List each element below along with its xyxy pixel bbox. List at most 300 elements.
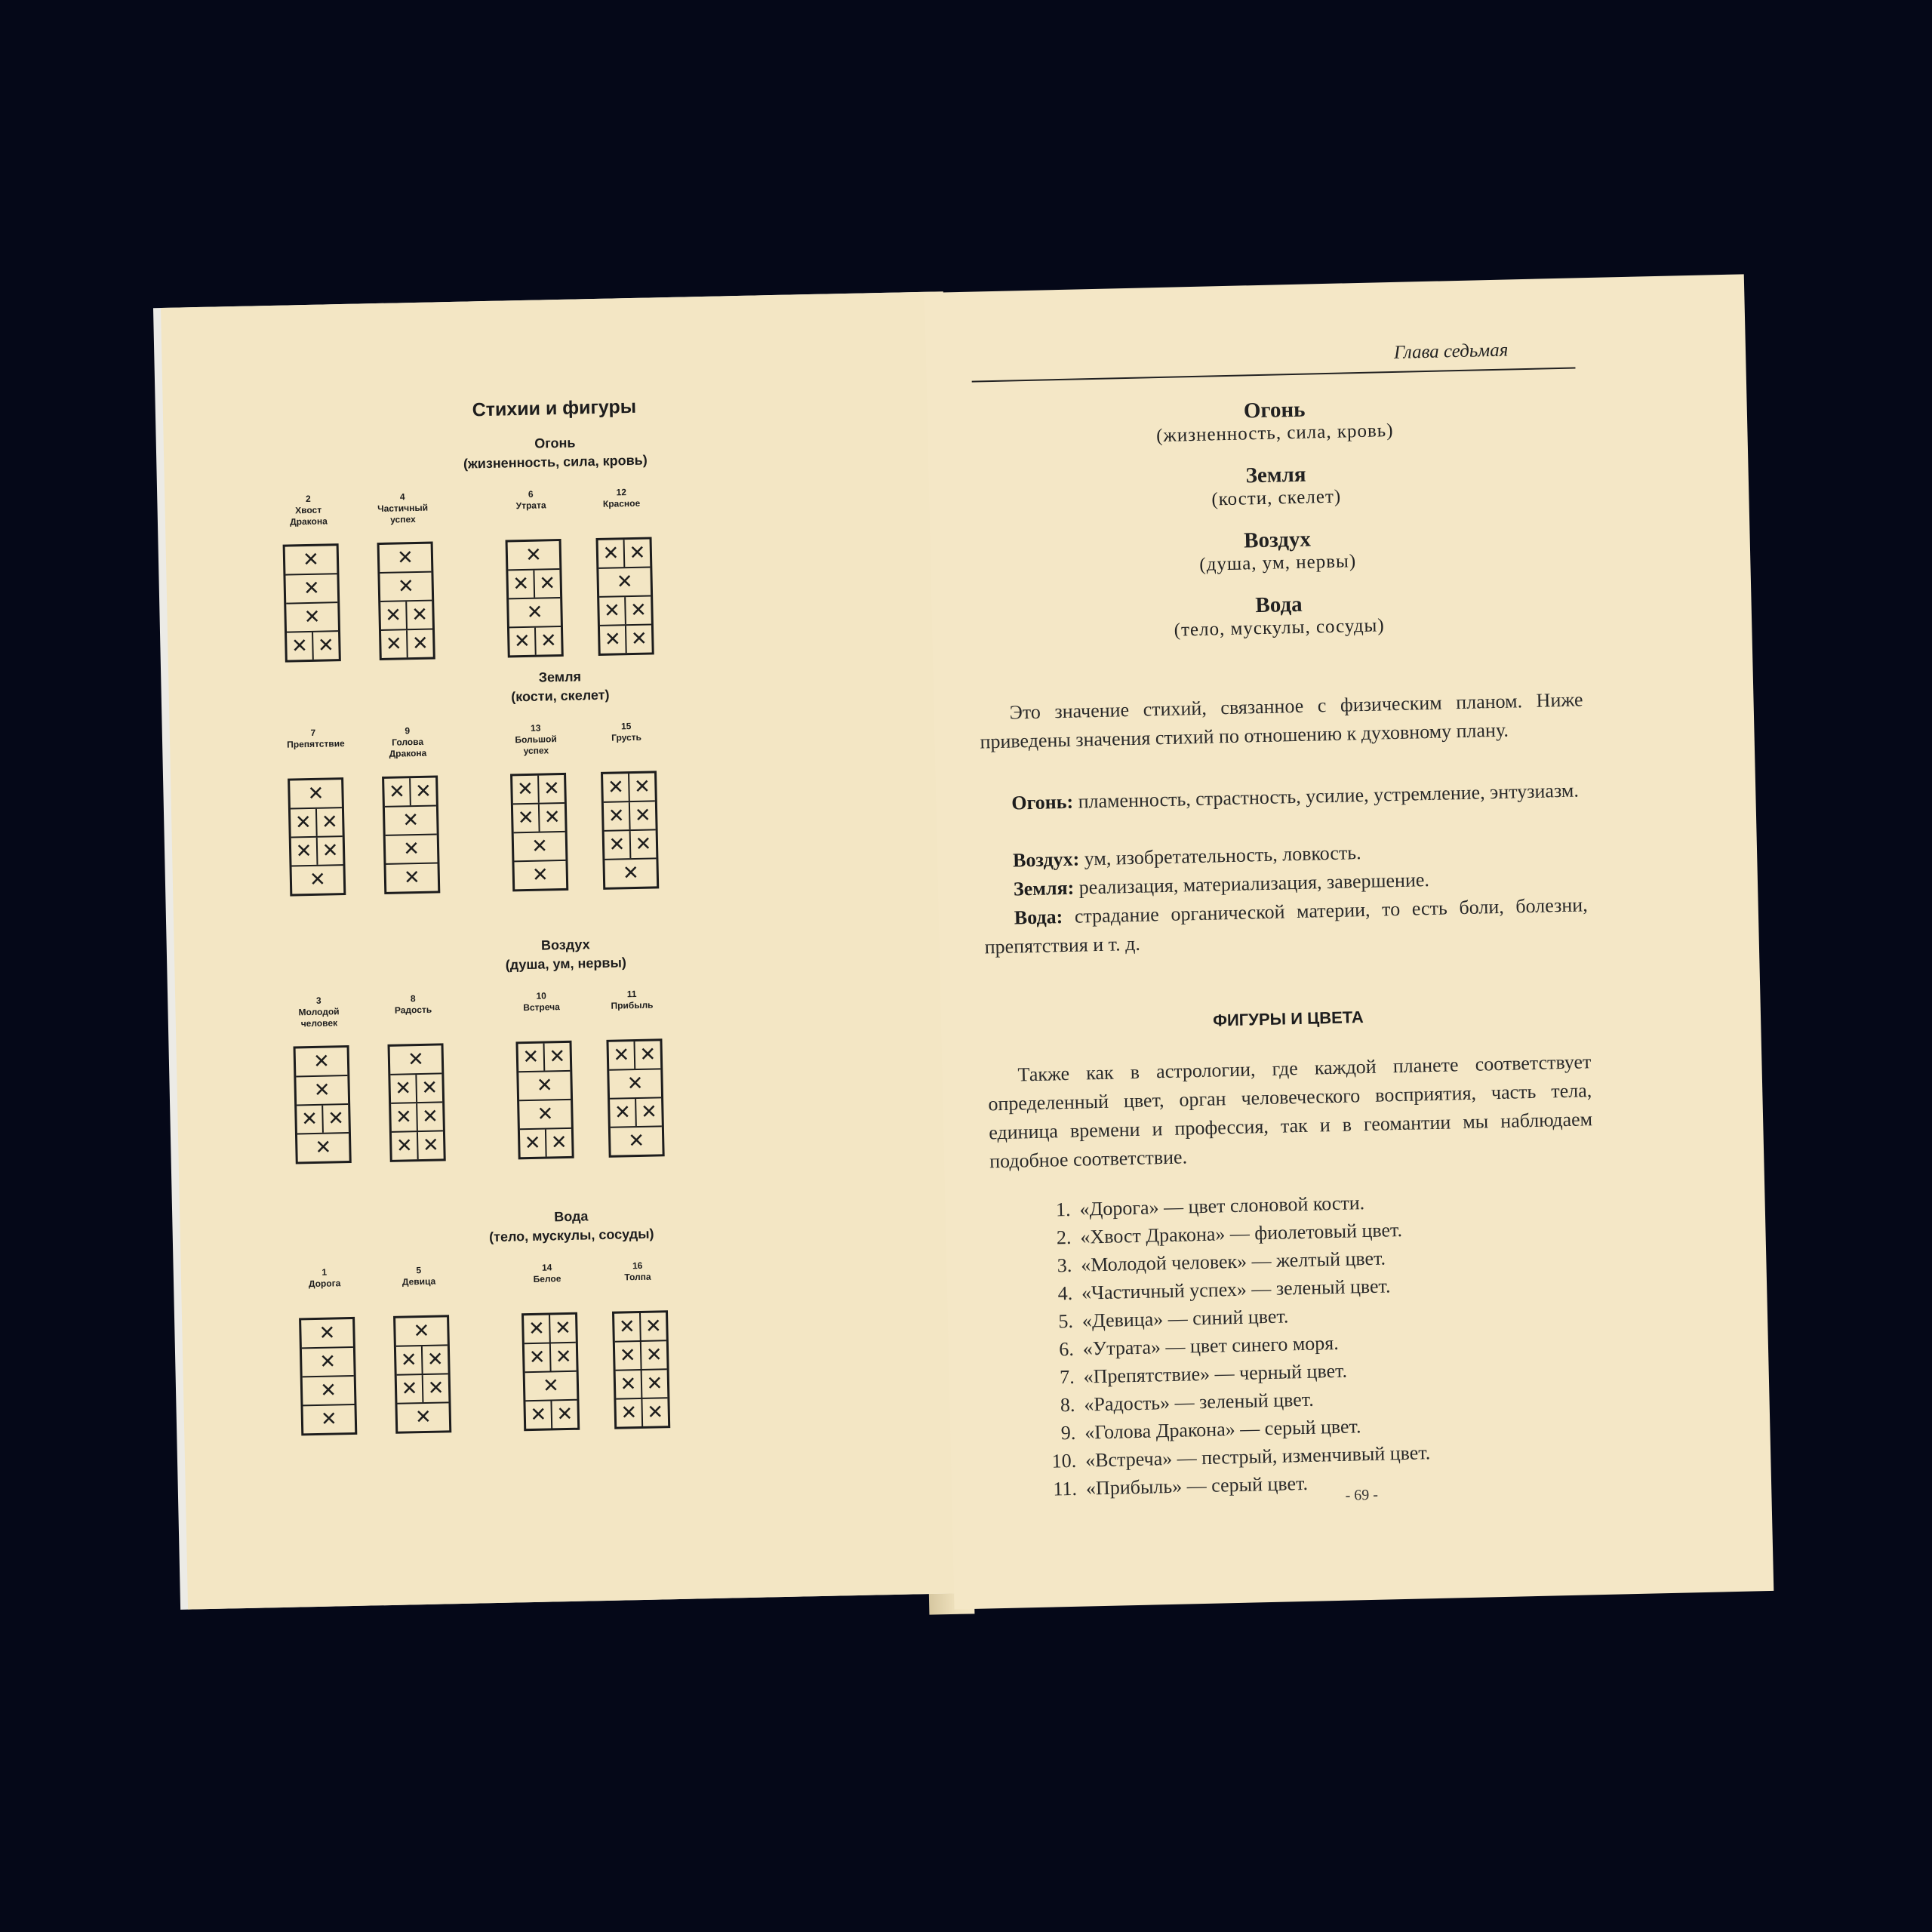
list-item-number: 4. [1057, 1281, 1073, 1305]
figure-cell [298, 575, 325, 603]
element-sub: (душа, ум, нервы) [505, 955, 627, 973]
cross-mark-icon: ✕ [614, 1101, 632, 1124]
cross-mark-icon: ✕ [315, 1136, 332, 1159]
geomancy-figure [600, 720, 657, 889]
figure-grid-row [609, 1069, 661, 1099]
cross-mark-icon: ✕ [395, 1106, 413, 1129]
figure-label: Голова Дракона [389, 736, 427, 759]
cross-mark-icon: ✕ [550, 1131, 568, 1155]
figure-cell [521, 541, 547, 569]
figure-grid-row [525, 1401, 577, 1429]
cross-mark-icon: ✕ [427, 1377, 445, 1400]
cross-mark-icon: ✕ [321, 839, 339, 863]
figure-cell [536, 627, 561, 655]
figure-grid [521, 1312, 580, 1432]
cross-mark-icon: ✕ [629, 541, 646, 565]
element-sub: (жизненность, сила, кровь) [463, 452, 648, 472]
figure-grid [612, 1310, 670, 1429]
figure-grid [596, 537, 654, 656]
cross-mark-icon: ✕ [512, 572, 530, 596]
geomancy-figure [281, 493, 338, 662]
figure-grid-row [616, 1398, 668, 1426]
figure-cell [623, 1128, 650, 1155]
cross-mark-icon: ✕ [411, 603, 429, 627]
figure-cell [604, 802, 631, 830]
figure-cell [626, 596, 651, 624]
figure-cell [629, 773, 655, 801]
figure-grid-row [391, 1103, 443, 1132]
cross-mark-icon: ✕ [639, 1043, 657, 1066]
figure-grid-row [385, 807, 437, 836]
figure-grid-row [599, 596, 651, 626]
figure-grid-row [291, 837, 343, 866]
cross-mark-icon: ✕ [613, 1044, 630, 1067]
figure-cell [641, 1312, 666, 1340]
figure-cell [622, 1070, 648, 1098]
figure-cell [552, 1401, 577, 1429]
list-item-text: «Утрата» — цвет синего моря. [1082, 1331, 1339, 1360]
page-number: - 69 - [1345, 1486, 1379, 1504]
figure-cell [538, 1372, 565, 1400]
figure-cell [315, 1377, 342, 1404]
cross-mark-icon: ✕ [549, 1044, 566, 1069]
figure-row [165, 480, 951, 685]
geomancy-figure [292, 995, 349, 1164]
figure-cell [615, 1342, 642, 1370]
figure-grid-row [525, 1343, 577, 1373]
figure-grid-row [519, 1100, 571, 1130]
list-item-number: 1. [1055, 1198, 1071, 1221]
figure-grid-row [285, 574, 337, 604]
cross-mark-icon: ✕ [516, 777, 534, 801]
figure-number: 6 [528, 488, 534, 500]
figure-cell [609, 1041, 636, 1069]
spiritual-term: Вода: [1014, 906, 1063, 929]
figure-cell [546, 1129, 572, 1157]
list-item-number: 8. [1060, 1393, 1075, 1417]
cross-mark-icon: ✕ [645, 1315, 663, 1338]
figure-grid-row [615, 1341, 667, 1371]
geomancy-figure [504, 488, 561, 657]
figure-cell [391, 1103, 418, 1131]
intro-paragraph: Это значение стихий, связанное с физическим планом. Ниже приведены значения стихий по отношению к духовному плану. [980, 688, 1583, 753]
figure-number: 7 [310, 727, 316, 738]
figure-cell [418, 1131, 444, 1159]
figure-grid-row [384, 778, 436, 808]
list-item-number: 6. [1058, 1337, 1075, 1361]
element-section [180, 1201, 963, 1431]
figure-cell [539, 775, 565, 803]
figure-cell [527, 832, 553, 860]
figure-cell [407, 601, 432, 629]
cross-mark-icon: ✕ [555, 1345, 572, 1369]
figure-grid [510, 773, 568, 892]
figure-number: 2 [305, 493, 311, 505]
figure-label: Радость [394, 1004, 432, 1016]
figure-grid-row [598, 568, 651, 597]
figure-cell [316, 1405, 343, 1433]
element-heading [975, 521, 1580, 580]
figure-grid-row [303, 1405, 355, 1433]
figure-grid-row [397, 1403, 449, 1431]
cross-mark-icon: ✕ [388, 780, 406, 804]
figure-grid-row [392, 1131, 444, 1159]
cross-mark-icon: ✕ [647, 1401, 664, 1424]
cross-mark-icon: ✕ [407, 1048, 425, 1072]
figure-grid-row [525, 1372, 577, 1401]
figure-cell [314, 1319, 340, 1347]
cross-mark-icon: ✕ [620, 1401, 638, 1425]
element-name: Вода [1255, 592, 1303, 618]
cross-mark-icon: ✕ [620, 1373, 637, 1396]
cross-mark-icon: ✕ [302, 548, 320, 572]
figure-cell [417, 1074, 442, 1102]
figure-grid-row [381, 630, 433, 658]
figure-cell [616, 1399, 643, 1427]
figure-grid-row [380, 544, 432, 574]
cross-mark-icon: ✕ [319, 1350, 337, 1374]
figure-grid [601, 771, 659, 890]
figure-number: 5 [416, 1265, 422, 1276]
figure-cell [610, 1099, 637, 1127]
cross-mark-icon: ✕ [309, 868, 327, 892]
figure-label: Девица [401, 1275, 436, 1287]
cross-mark-icon: ✕ [628, 1129, 645, 1153]
spiritual-item [981, 776, 1586, 818]
geomancy-figure [611, 1260, 668, 1429]
cross-mark-icon: ✕ [537, 1103, 554, 1126]
figure-grid [382, 775, 440, 894]
figure-cell [521, 598, 548, 626]
cross-mark-icon: ✕ [300, 1107, 318, 1131]
list-item-number: 9. [1060, 1421, 1076, 1444]
figure-cell [291, 809, 318, 837]
list-item-text: «Голова Дракона» — серый цвет. [1084, 1415, 1361, 1444]
figure-cell [551, 1343, 577, 1371]
cross-mark-icon: ✕ [634, 804, 651, 827]
cross-mark-icon: ✕ [524, 1131, 541, 1155]
cross-mark-icon: ✕ [413, 1319, 430, 1343]
cross-mark-icon: ✕ [295, 839, 312, 863]
list-item-text: «Частичный успех» — зеленый цвет. [1081, 1275, 1391, 1304]
figure-grid-row [380, 601, 432, 631]
figure-grid-row [598, 540, 651, 569]
figure-cell [298, 546, 325, 574]
element-name: Огонь [1243, 397, 1306, 423]
list-item-number: 10. [1051, 1449, 1077, 1472]
figure-cell [513, 804, 540, 832]
figure-grid-row [509, 598, 561, 628]
figure-grid-row [287, 632, 339, 660]
figure-number: 15 [620, 721, 632, 732]
figure-cell [525, 1401, 552, 1429]
cross-mark-icon: ✕ [622, 861, 640, 885]
figure-grid-row [286, 603, 338, 632]
figure-cell [408, 1318, 435, 1346]
spiritual-text: ум, изобретательность, ловкость. [1084, 841, 1361, 870]
figure-cell [392, 1132, 419, 1160]
cross-mark-icon: ✕ [645, 1343, 663, 1367]
element-section [164, 427, 947, 658]
figure-cell [532, 1100, 558, 1128]
figure-cell [381, 630, 408, 658]
figure-cell [423, 1374, 449, 1402]
figure-grid-row [604, 801, 656, 831]
figure-cell [534, 570, 560, 598]
color-list [1035, 1183, 1616, 1503]
cross-mark-icon: ✕ [528, 1317, 546, 1341]
element-sub: (кости, скелет) [511, 687, 610, 705]
cross-mark-icon: ✕ [414, 1405, 432, 1429]
element-sub: (душа, ум, нервы) [1199, 551, 1357, 575]
figure-cell [626, 625, 652, 653]
cross-mark-icon: ✕ [602, 542, 620, 565]
figure-grid-row [508, 541, 560, 571]
figure-cell [605, 831, 632, 859]
figure-cell [297, 1106, 324, 1134]
figure-grid-row [609, 1041, 661, 1070]
figure-grid-row [520, 1129, 572, 1157]
cross-mark-icon: ✕ [531, 835, 549, 858]
figure-cell [598, 540, 626, 568]
figure-grid-row [600, 625, 652, 653]
list-item-text: «Встреча» — пестрый, изменчивый цвет. [1084, 1441, 1431, 1472]
figure-number: 9 [405, 725, 411, 737]
geomancy-figure [381, 725, 438, 894]
cross-mark-icon: ✕ [540, 629, 558, 653]
figure-cell [411, 778, 436, 806]
figure-cell [299, 604, 325, 632]
figure-grid [393, 1315, 451, 1434]
figure-number: 13 [530, 722, 541, 734]
figure-cell [315, 1348, 341, 1376]
figure-number: 1 [321, 1266, 328, 1278]
cross-mark-icon: ✕ [539, 572, 556, 595]
figure-label: Красное [602, 497, 641, 509]
figure-cell [423, 1346, 448, 1374]
figure-label: Прибыль [611, 999, 654, 1011]
figure-label: Белое [533, 1273, 561, 1284]
section-title: ФИГУРЫ И ЦВЕТА [1212, 1008, 1364, 1030]
figure-grid-row [290, 780, 342, 809]
cross-mark-icon: ✕ [307, 782, 325, 806]
figure-grid [299, 1317, 357, 1436]
list-item-text: «Прибыль» — серый цвет. [1085, 1472, 1309, 1500]
element-heading [972, 391, 1577, 451]
figure-grid [283, 543, 341, 663]
figure-cell [398, 835, 425, 863]
cross-mark-icon: ✕ [303, 605, 321, 629]
cross-mark-icon: ✕ [319, 1379, 337, 1402]
geomancy-figure [298, 1266, 355, 1435]
cross-mark-icon: ✕ [513, 629, 531, 654]
list-item-text: «Радость» — зеленый цвет. [1084, 1388, 1314, 1416]
figure-cell [323, 1105, 349, 1133]
figure-grid-row [514, 861, 566, 889]
figure-cell [531, 1072, 558, 1100]
element-sub: (тело, мускулы, сосуды) [488, 1226, 654, 1245]
geomancy-figure [376, 491, 432, 660]
cross-mark-icon: ✕ [400, 1349, 417, 1372]
figure-grid-row [605, 859, 657, 887]
figure-row [181, 1254, 968, 1459]
cross-mark-icon: ✕ [633, 775, 651, 799]
figure-cell [303, 780, 329, 808]
figure-cell [614, 1313, 641, 1341]
cross-mark-icon: ✕ [291, 635, 309, 658]
figure-cell [309, 1048, 335, 1075]
figure-grid-row [296, 1076, 348, 1106]
figure-grid-row [297, 1134, 349, 1161]
list-item-number: 7. [1059, 1365, 1075, 1389]
figure-grid-row [614, 1312, 666, 1342]
cross-mark-icon: ✕ [411, 632, 429, 656]
figure-grid-row [396, 1346, 448, 1375]
figure-cell [318, 837, 343, 865]
figure-cell [309, 1076, 335, 1104]
figure-cell [384, 778, 411, 806]
cross-mark-icon: ✕ [327, 1107, 345, 1131]
cross-mark-icon: ✕ [619, 1344, 636, 1367]
figure-cell [305, 866, 331, 894]
spiritual-term: Воздух: [1012, 848, 1080, 872]
geomancy-figure [392, 1264, 449, 1433]
figure-grid-row [386, 835, 438, 864]
figure-grid [288, 777, 346, 897]
figure-cell [287, 632, 314, 660]
figure-number: 4 [399, 491, 405, 503]
figure-grid-row [509, 627, 561, 655]
list-item-text: «Хвост Дракона» — фиолетовый цвет. [1080, 1218, 1403, 1248]
cross-mark-icon: ✕ [385, 632, 403, 656]
cross-mark-icon: ✕ [426, 1348, 444, 1371]
cross-mark-icon: ✕ [640, 1100, 658, 1124]
figure-cell [524, 1315, 551, 1343]
figure-label: Препятствие [287, 738, 345, 750]
figure-grid-row [605, 830, 657, 860]
figure-row [175, 982, 961, 1187]
figure-grid [606, 1038, 664, 1158]
element-name: Земля [1245, 462, 1306, 488]
figure-label: Встреча [523, 1001, 560, 1014]
spiritual-term: Огонь: [1011, 790, 1074, 814]
cross-mark-icon: ✕ [403, 866, 421, 890]
figure-cell [550, 1315, 576, 1343]
figure-cell [399, 864, 426, 892]
cross-mark-icon: ✕ [626, 1072, 644, 1096]
geomancy-figure [515, 990, 571, 1159]
figure-cell [642, 1370, 668, 1398]
geomancy-figure [386, 992, 443, 1161]
cross-mark-icon: ✕ [608, 833, 626, 857]
figure-cell [599, 597, 626, 625]
cross-mark-icon: ✕ [421, 1076, 438, 1100]
figure-label: Толпа [624, 1271, 651, 1283]
cross-mark-icon: ✕ [543, 777, 561, 801]
element-name: Земля [538, 669, 582, 685]
figure-label: Утрата [515, 500, 546, 512]
figure-label: Большой успех [515, 734, 557, 757]
cross-mark-icon: ✕ [629, 598, 648, 623]
figure-grid-row [512, 775, 565, 804]
figure-cell [392, 573, 419, 601]
geomancy-figure [287, 727, 343, 896]
cross-mark-icon: ✕ [320, 1407, 338, 1431]
figure-grid-row [380, 573, 432, 602]
figure-grid [294, 1045, 352, 1164]
figure-cell [317, 808, 343, 836]
figure-label: Грусть [611, 731, 642, 743]
figure-cell [508, 571, 535, 598]
figure-grid-row [616, 1370, 668, 1399]
figure-grid-row [302, 1348, 354, 1377]
list-item-number: 11. [1053, 1477, 1078, 1500]
figure-cell [545, 1043, 571, 1071]
figure-cell [527, 861, 553, 889]
figure-cell [616, 1371, 643, 1398]
cross-mark-icon: ✕ [317, 634, 335, 657]
cross-mark-icon: ✕ [618, 1315, 636, 1339]
cross-mark-icon: ✕ [414, 780, 432, 804]
cross-mark-icon: ✕ [384, 604, 402, 627]
cross-mark-icon: ✕ [646, 1372, 663, 1395]
cross-mark-icon: ✕ [630, 627, 648, 651]
figure-grid-row [390, 1074, 442, 1103]
figure-number: 10 [536, 990, 547, 1001]
figure-cell [520, 1130, 547, 1158]
cross-mark-icon: ✕ [421, 1105, 439, 1128]
figure-cell [398, 807, 424, 835]
figure-grid-row [524, 1315, 576, 1344]
figure-grid-row [296, 1048, 348, 1077]
figure-number: 11 [626, 988, 637, 1000]
figure-grid-row [303, 1377, 355, 1406]
cross-mark-icon: ✕ [554, 1316, 572, 1340]
spiritual-text: реализация, материализация, завершение. [1078, 869, 1430, 899]
cross-mark-icon: ✕ [396, 546, 414, 570]
element-name: Воздух [1243, 527, 1312, 553]
list-item-text: «Молодой человек» — желтый цвет. [1080, 1247, 1386, 1276]
figure-cell [512, 776, 540, 804]
cross-mark-icon: ✕ [294, 811, 312, 835]
spiritual-text: страдание органической материи, то есть боли, болезни, препятствия и т. д. [984, 894, 1588, 958]
geomancy-figure [509, 722, 566, 891]
cross-mark-icon: ✕ [556, 1402, 574, 1426]
figure-cell [617, 860, 644, 888]
figure-cell [403, 1046, 429, 1074]
geomancy-figure [605, 988, 662, 1157]
figure-cell [310, 1134, 337, 1161]
figure-label: Хвост Дракона [289, 504, 328, 528]
figure-cell [600, 626, 627, 654]
figure-cell [635, 1041, 660, 1069]
spiritual-text: пламенность, страстность, усилие, устремление, энтузиазм. [1078, 779, 1580, 813]
cross-mark-icon: ✕ [528, 1346, 546, 1370]
cross-mark-icon: ✕ [525, 543, 543, 567]
element-heading [977, 586, 1581, 645]
cross-mark-icon: ✕ [397, 575, 415, 598]
cross-mark-icon: ✕ [313, 1078, 331, 1102]
element-name: Огонь [534, 435, 576, 451]
figure-cell [525, 1343, 552, 1371]
figure-grid-row [603, 773, 655, 802]
figure-grid-row [397, 1374, 449, 1404]
cross-mark-icon: ✕ [542, 1374, 560, 1398]
figure-grid-row [395, 1317, 448, 1346]
cross-mark-icon: ✕ [530, 1403, 547, 1427]
cross-mark-icon: ✕ [616, 570, 633, 594]
list-item-number: 5. [1058, 1309, 1074, 1333]
